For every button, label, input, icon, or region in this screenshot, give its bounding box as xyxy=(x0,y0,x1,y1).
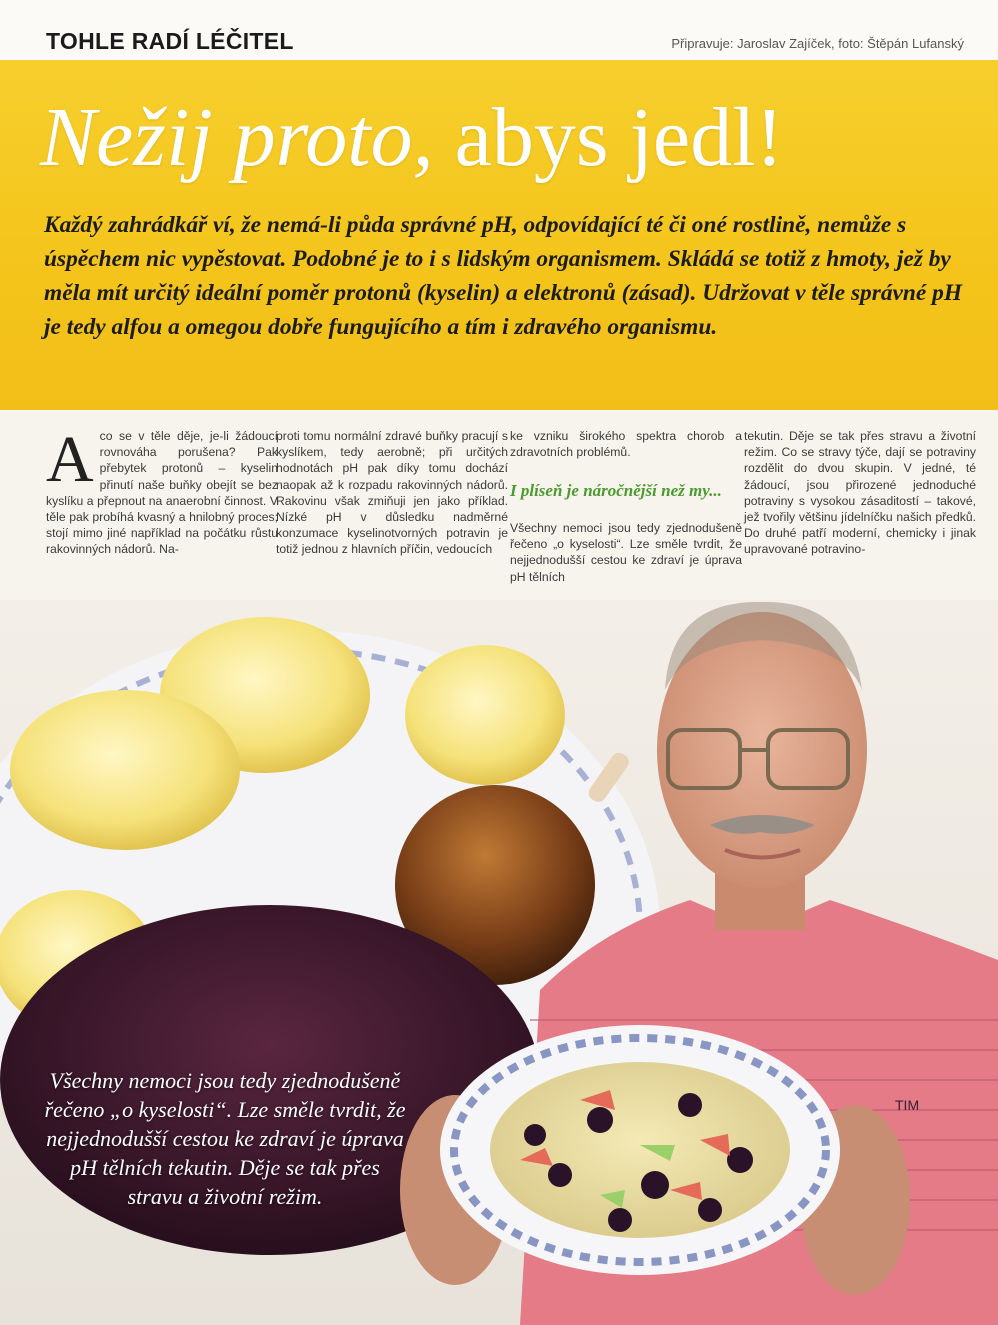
headline-part-roman: abys jedl! xyxy=(433,91,784,184)
article-column-4: tekutin. Děje se tak přes stravu a životní režim. Co se stravy týče, dají se potraviny rozdělit do dvou skupin. V jedné, té žádoucí, jsou přirozené jednoduché potraviny s vysokou zásaditostí – takové, jež tvořily většinu jídelníčku našich předků. Do druhé patří moderní, chemicky i jinak upravované potravino- xyxy=(744,429,976,557)
food-and-man-photo xyxy=(0,600,998,1325)
column-1-text: co se v těle děje, je-li žádoucí rovnováha porušena? Pak přebytek protonů – kyselin přinutí naše buňky obejít se bez kyslíku a přepnout na anaerobní činnost. V těle pak probíhá kvasný a hnilobný proces; stojí mimo jiné například na počátku růstu rakovinných nádorů. Na- xyxy=(46,429,278,557)
author-credit: Připravuje: Jaroslav Zajíček, foto: Štěpán Lufanský xyxy=(671,36,964,51)
article-column-3-bottom: Všechny nemoci jsou tedy zjednodušeně řečeno „o kyselosti“. Lze směle tvrdit, že nejjednodušší cestou ke zdraví je úprava pH tělních xyxy=(510,521,742,584)
article-column-2: proti tomu normální zdravé buňky pracují s kyslíkem, tedy aerobně; při určitých hodnotách pH pak díky tomu dochází naopak až k rozpadu rakovinných nádorů. Rakovinu však zmiňuji jen jako příklad. Nízké pH v důsledku nadměrné konzumace kyselinotvorných potravin je totiž jednou z hlavních příčin, vedoucích xyxy=(276,429,508,557)
drop-cap: A xyxy=(46,423,94,496)
shirt-logo: TIM xyxy=(895,1097,920,1113)
section-subhead: I plíseň je náročnější než my... xyxy=(510,481,722,500)
headline-part-italic: Nežij proto, xyxy=(40,91,434,184)
section-rubric: TOHLE RADÍ LÉČITEL xyxy=(46,28,294,54)
article-column-3-top: ke vzniku širokého spektra chorob a zdravotních problémů. xyxy=(510,429,742,460)
dumpling-slice xyxy=(405,645,565,785)
headline xyxy=(40,88,784,188)
article-column-1 xyxy=(46,423,278,558)
lead-paragraph: Každý zahrádkář ví, že nemá-li půda správné pH, odpovídající té či oné rostlině, nemůže s úspěchem nic vypěstovat. Podobné je to i s lidským organismem. Skládá se totiž z hmoty, jež by měla mít určitý ideální poměr protonů (kyselin) a elektronů (zásad). Udržovat v těle správné pH je tedy alfou a omegou dobře fungujícího a tím i zdravého organismu. xyxy=(44,212,963,340)
dumpling-slice xyxy=(10,690,240,850)
pull-quote: Všechny nemoci jsou tedy zjednodušeně řečeno „o kyselosti“. Lze směle tvrdit, že nejjednodušší cestou ke zdraví je úprava pH tělních tekutin. Děje se tak přes stravu a životní režim. xyxy=(44,1068,406,1209)
